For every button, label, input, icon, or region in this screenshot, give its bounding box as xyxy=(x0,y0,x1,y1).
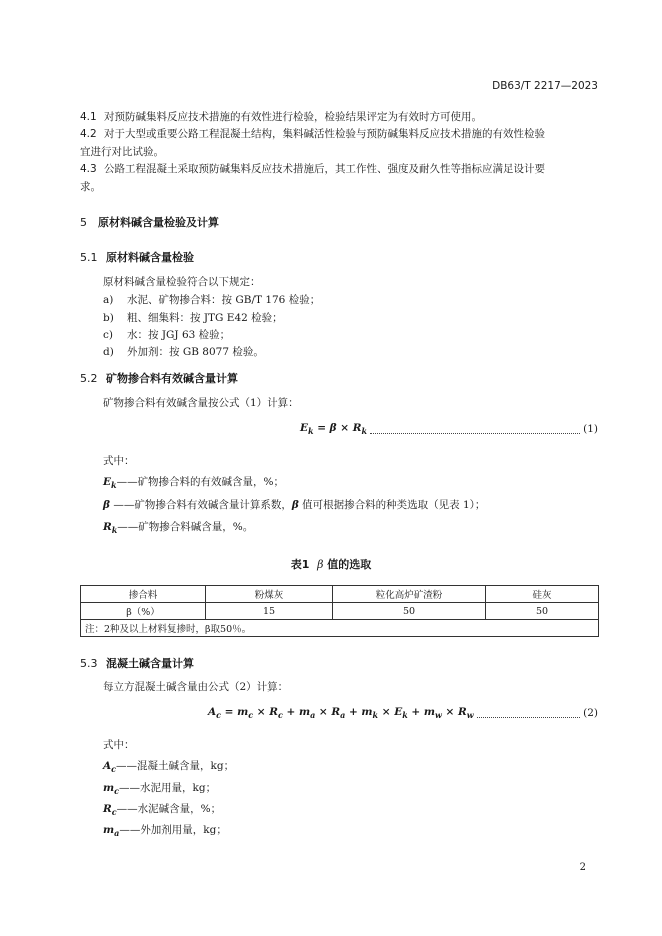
symbol: $m_a$ xyxy=(103,824,120,839)
definition-text: ——外加剂用量，kg； xyxy=(119,824,227,836)
list-item xyxy=(103,344,264,359)
definition-text: ——混凝土碱含量，kg； xyxy=(116,760,235,772)
clause-4-2 xyxy=(80,126,600,161)
table-note-row xyxy=(81,620,599,637)
clause-4-1 xyxy=(80,109,600,127)
section-title: 矿物掺合料有效碱含量计算 xyxy=(106,372,238,385)
section-title: 原材料碱含量检验及计算 xyxy=(98,216,219,229)
list-item xyxy=(103,310,283,325)
clause-text: 对预防碱集料反应技术措施的有效性进行检验，检验结果评定为有效时方可使用。 xyxy=(104,111,482,123)
clause-4-3 xyxy=(80,161,600,196)
table-row xyxy=(81,603,599,620)
list-text: 粗、细集料：按 JTG E42 检验； xyxy=(127,312,283,324)
table-header-cell: 粒化高炉矿渣粉 xyxy=(333,586,486,603)
clause-text-cont: 求。 xyxy=(80,180,101,193)
formula-2-expression: $A_c = m_c \times R_c + m_a \times R_a + m_k \times E_k + m_w \times R_w$ xyxy=(208,705,474,721)
standard-code: DB63/T 2217—2023 xyxy=(492,80,598,92)
definition-text: 值可根据掺合料的种类选取（见表 1）； xyxy=(298,499,486,511)
list-text: 水泥、矿物掺合料：按 GB/T 176 检验； xyxy=(127,294,321,306)
section-5-1-intro: 原材料碱含量检验符合以下规定： xyxy=(103,276,261,288)
symbol-definition xyxy=(103,497,485,512)
clause-number: 4.3 xyxy=(80,163,97,175)
symbol: $A_c$ xyxy=(103,760,117,775)
section-number: 5.3 xyxy=(80,657,98,670)
where-label: 式中： xyxy=(103,455,135,467)
list-text: 水：按 JGJ 63 检验； xyxy=(127,329,231,341)
list-mark: a) xyxy=(103,294,114,306)
definition-text: ——矿物掺合料碱含量，%。 xyxy=(117,521,254,533)
symbol: $R_k$ xyxy=(103,521,118,536)
clause-number: 4.2 xyxy=(80,128,97,140)
section-5-1-heading xyxy=(80,249,194,265)
list-item xyxy=(103,327,230,342)
section-5-3-heading xyxy=(80,655,194,671)
formula-number: (1) xyxy=(583,423,598,435)
clause-number: 4.1 xyxy=(80,111,97,123)
symbol-definition xyxy=(103,519,253,535)
table-header-cell: 粉煤灰 xyxy=(206,586,333,603)
table-1 xyxy=(80,585,599,637)
where-label: 式中： xyxy=(103,739,135,751)
section-title: 混凝土碱含量计算 xyxy=(106,657,194,670)
symbol: $R_c$ xyxy=(103,803,117,818)
dot-leader xyxy=(370,424,580,434)
formula-1-expression: $E_k = \beta \times R_k$ xyxy=(300,421,368,437)
symbol-definition xyxy=(103,780,216,796)
list-text: 外加剂：按 GB 8077 检验。 xyxy=(127,346,264,358)
clause-text: 公路工程混凝土采取预防碱集料反应技术措施后，其工作性、强度及耐久性等指标应满足设计要 xyxy=(104,163,545,175)
symbol: β xyxy=(291,499,299,511)
table-header-cell: 硅灰 xyxy=(486,586,599,603)
definition-text: ——水泥用量，kg； xyxy=(119,782,217,794)
formula-number: (2) xyxy=(583,707,598,719)
section-5-2-heading xyxy=(80,370,238,386)
table-cell: 15 xyxy=(206,603,333,620)
symbol-definition xyxy=(103,474,284,490)
formula-2 xyxy=(208,705,598,721)
table-1-title: 表1 β 值的选取 xyxy=(290,558,372,571)
section-5-3-intro: 每立方混凝土碱含量由公式（2）计算： xyxy=(103,681,289,693)
list-item xyxy=(103,292,320,307)
symbol-definition xyxy=(103,801,221,817)
list-mark: c) xyxy=(103,329,113,341)
clause-text: 对于大型或重要公路工程混凝土结构，集料碱活性检验与预防碱集料反应技术措施的有效性检验 xyxy=(104,128,545,140)
list-mark: b) xyxy=(103,312,114,324)
definition-text: ——矿物掺合料的有效碱含量，%； xyxy=(116,476,285,488)
symbol: $E_k$ xyxy=(103,476,117,491)
definition-text: ——水泥碱含量，%； xyxy=(116,803,222,815)
section-title: 原材料碱含量检验 xyxy=(106,251,194,264)
list-mark: d) xyxy=(103,346,114,358)
table-cell: 50 xyxy=(333,603,486,620)
clause-text-cont: 宜进行对比试验。 xyxy=(80,145,164,158)
table-header-row xyxy=(81,586,599,603)
definition-text: ——矿物掺合料有效碱含量计算系数， xyxy=(109,499,292,511)
section-number: 5.2 xyxy=(80,372,98,385)
symbol: $m_c$ xyxy=(103,782,119,797)
table-header-cell: 掺合料 xyxy=(81,586,206,603)
symbol-definition xyxy=(103,822,227,838)
section-number: 5 xyxy=(80,216,87,229)
symbol: β xyxy=(103,499,110,511)
symbol-definition xyxy=(103,758,234,774)
table-cell: 50 xyxy=(486,603,599,620)
formula-1 xyxy=(300,421,598,437)
section-5-heading xyxy=(80,214,219,230)
dot-leader xyxy=(477,708,581,718)
table-note: 注：2种及以上材料复掺时，β取50％。 xyxy=(81,620,599,637)
table-cell: β（%） xyxy=(81,603,206,620)
page-number: 2 xyxy=(579,862,586,873)
section-number: 5.1 xyxy=(80,251,98,264)
section-5-2-intro: 矿物掺合料有效碱含量按公式（1）计算： xyxy=(103,397,299,409)
